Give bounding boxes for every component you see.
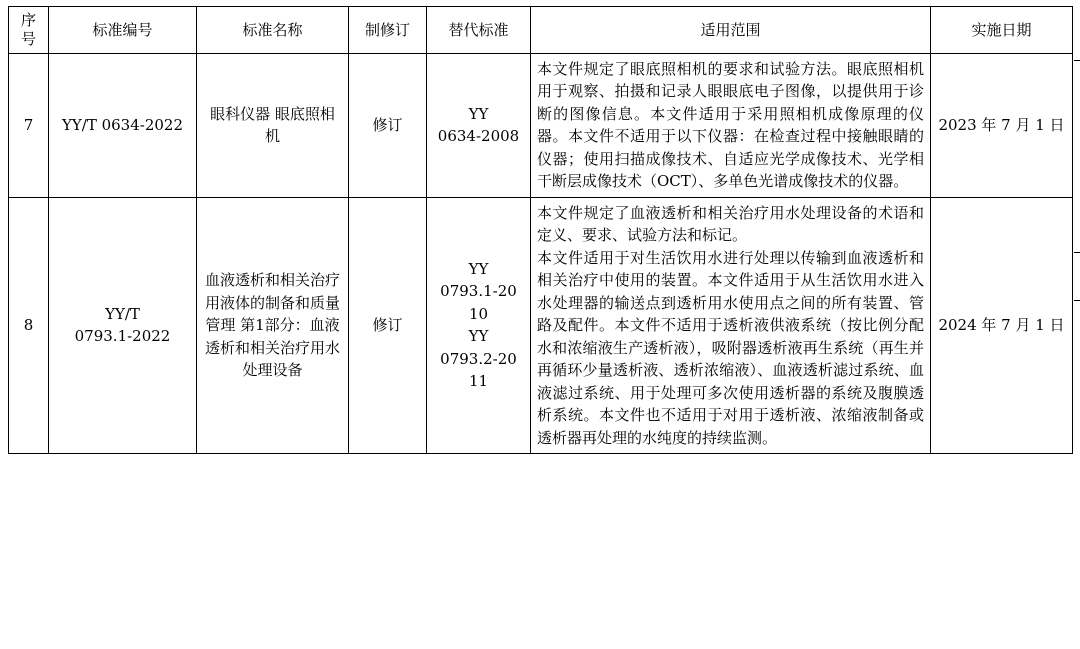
page-edge-mark [1074, 60, 1080, 61]
cell-scope [531, 197, 931, 454]
replaced-line: YY [468, 327, 489, 346]
scope-paragraph: 本文件规定了血液透析和相关治疗用水处理设备的术语和定义、要求、试验方法和标记。 本文件适用于对生活饮用水进行处理以传输到血液透析和相关治疗中使用的装置。本文件适用于从生活饮用水进入水处理器的输送点到透析用水使用点之间的所有装置、管路及配件。本文件不适用于透析液供液系统（按比例分配水和浓缩液生产透析液），吸附器透析液再生系统（再生并再循环少量透析液、透析浓缩液）、血液透析滤过系统、血液滤过系统、用于处理可多次使用透析器的系统及腹膜透析系统。本文件也不适用于对用于透析液、浓缩液制备或透析器再处理的水纯度的持续监测。 [537, 203, 924, 447]
header-seq-line2: 号 [20, 29, 36, 48]
code-line: YY/T [105, 304, 140, 323]
cell-seq: 7 [9, 53, 49, 197]
replaced-line: 0634-2008 [437, 127, 520, 145]
replaced-line: 10 [468, 304, 489, 323]
cell-replaced-standard [427, 197, 531, 454]
header-effective-date: 实施日期 [931, 7, 1073, 54]
cell-seq: 8 [9, 197, 49, 454]
cell-standard-name: 血液透析和相关治疗用液体的制备和质量管理 第1部分：血液透析和相关治疗用水处理设备 [197, 197, 349, 454]
scope-paragraph: 本文件规定了眼底照相机的要求和试验方法。眼底照相机用于观察、拍摄和记录人眼眼底电子图像，以提供用于诊断的图像信息。本文件适用于采用照相机成像原理的仪器。本文件不适用于以下仪器：在检查过程中接触眼睛的仪器；使用扫描成像技术、自适应光学成像技术、光学相干断层成像技术（OCT）、多单色光谱成像技术的仪器。 [537, 59, 924, 190]
header-seq [9, 7, 49, 54]
replaced-line: 0793.1-20 [440, 282, 517, 301]
page-edge-mark [1074, 252, 1080, 253]
cell-revision: 修订 [349, 197, 427, 454]
page-edge-mark [1074, 300, 1080, 301]
code-line: 0793.1-2022 [74, 327, 171, 346]
cell-effective-date: 2023 年 7 月 1 日 [931, 53, 1073, 197]
standards-table [8, 6, 1073, 454]
header-scope: 适用范围 [531, 7, 931, 54]
cell-effective-date: 2024 年 7 月 1 日 [931, 197, 1073, 454]
cell-standard-code: YY/T 0634-2022 [49, 53, 197, 197]
cell-replaced-standard [427, 53, 531, 197]
cell-standard-name: 眼科仪器 眼底照相机 [197, 53, 349, 197]
cell-standard-code [49, 197, 197, 454]
table-header [9, 7, 1073, 54]
cell-revision: 修订 [349, 53, 427, 197]
header-standard-name: 标准名称 [197, 7, 349, 54]
header-replaced-standard: 替代标准 [427, 7, 531, 54]
table-row [9, 197, 1073, 454]
table-body [9, 53, 1073, 454]
replaced-line: 0793.2-20 [440, 349, 517, 368]
header-seq-line1: 序 [20, 11, 36, 29]
table-row [9, 53, 1073, 197]
cell-scope [531, 53, 931, 197]
replaced-line: YY [468, 104, 489, 123]
header-standard-code: 标准编号 [49, 7, 197, 54]
header-revision: 制修订 [349, 7, 427, 54]
header-row [9, 7, 1073, 54]
replaced-line: 11 [468, 372, 489, 391]
replaced-line: YY [468, 259, 489, 278]
